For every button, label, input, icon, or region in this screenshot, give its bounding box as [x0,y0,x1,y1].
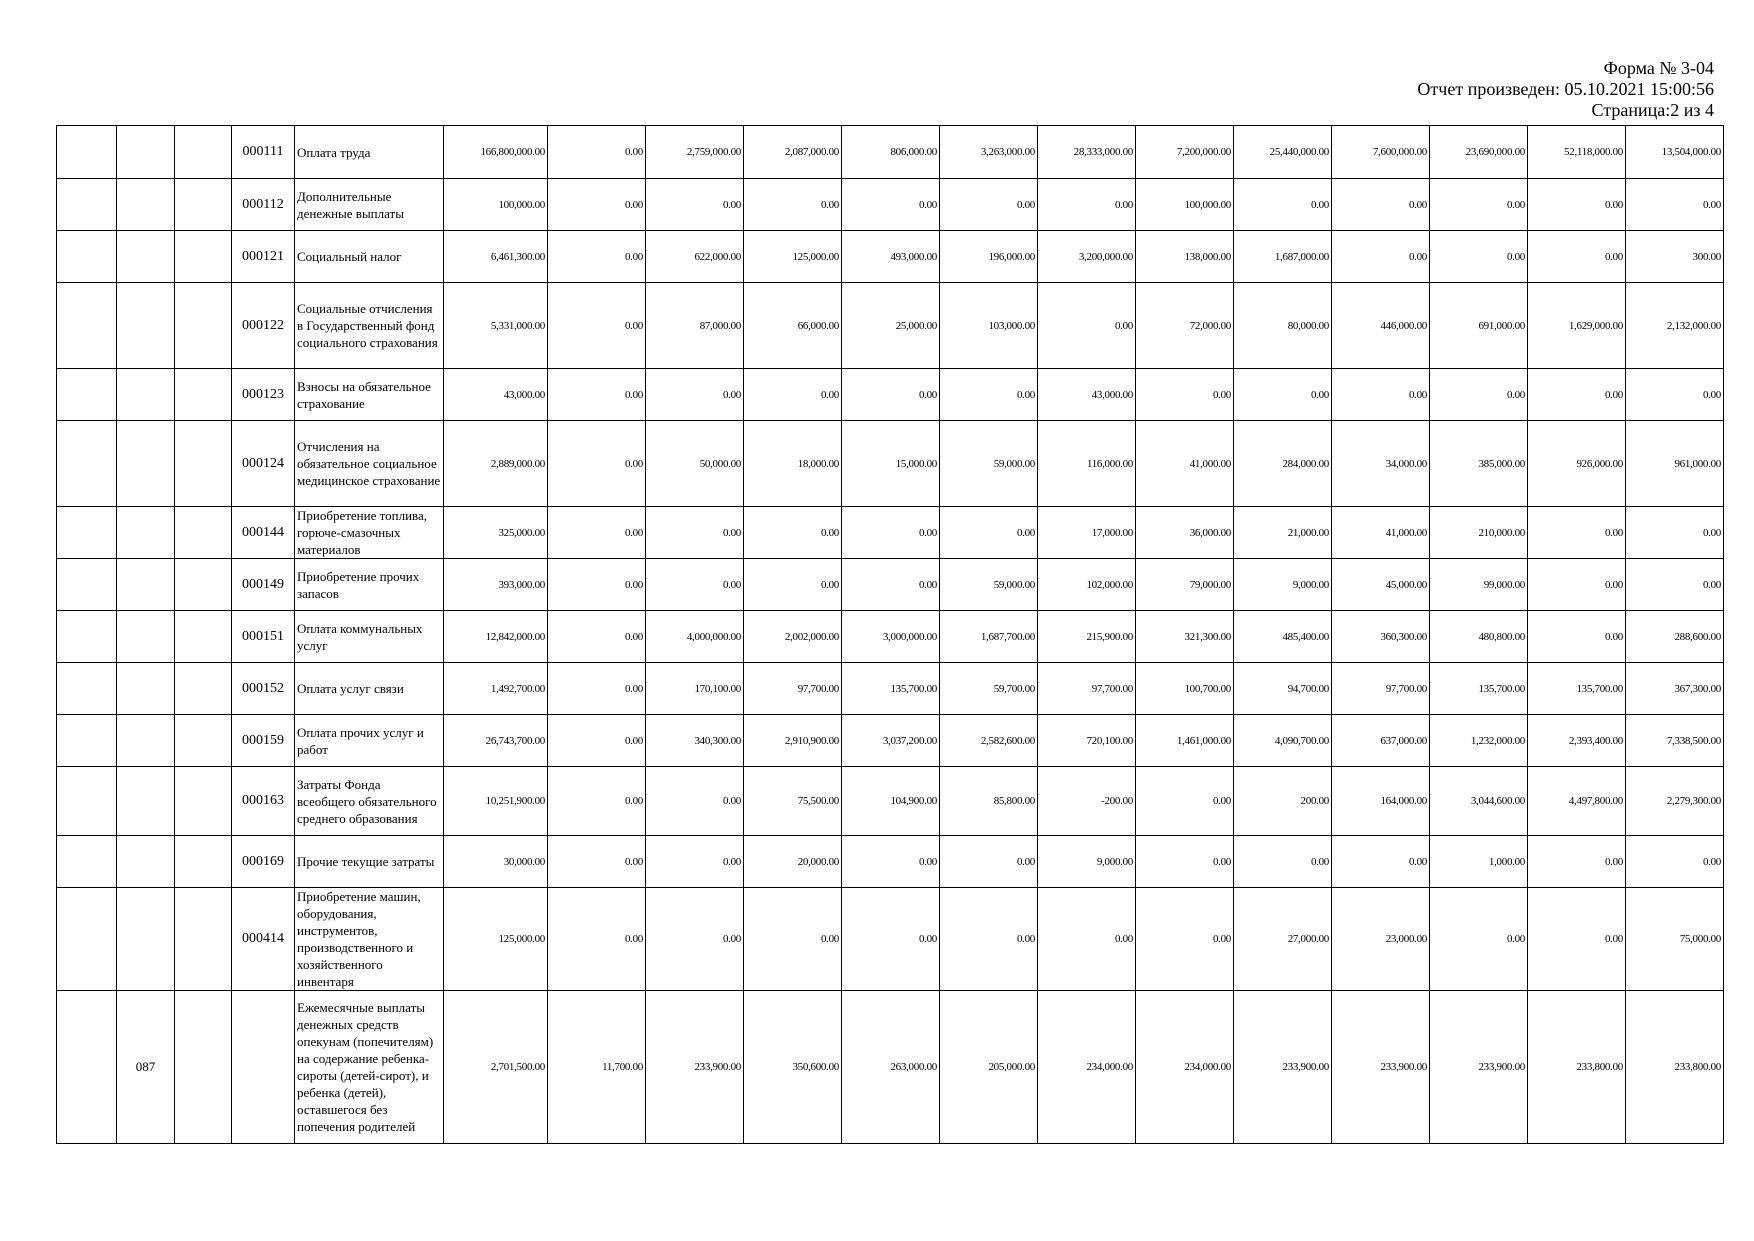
cell-amount: 0.00 [548,283,646,369]
cell-amount: 0.00 [842,179,940,231]
cell-group [57,888,117,991]
cell-amount: 0.00 [940,369,1038,421]
cell-amount: 205,000.00 [940,991,1038,1144]
cell-amount: 50,000.00 [646,421,744,507]
cell-amount: 13,504,000.00 [1626,126,1724,179]
cell-amount: 2,087,000.00 [744,126,842,179]
cell-amount: 97,700.00 [1332,663,1430,715]
cell-item-name: Отчисления на обязательное социальное медицинское страхование [295,421,444,507]
cell-amount: 26,743,700.00 [444,715,548,767]
cell-amount: 233,900.00 [1430,991,1528,1144]
cell-amount: 25,000.00 [842,283,940,369]
table-row [57,767,1724,836]
cell-program-code [117,507,175,559]
cell-amount: 0.00 [1332,231,1430,283]
cell-amount: 170,100.00 [646,663,744,715]
cell-group [57,179,117,231]
cell-specifics-code: 000124 [232,421,295,507]
table-row [57,283,1724,369]
cell-amount: 34,000.00 [1332,421,1430,507]
cell-item-name: Оплата труда [295,126,444,179]
cell-amount: 59,000.00 [940,421,1038,507]
cell-group [57,767,117,836]
cell-amount: 0.00 [842,888,940,991]
cell-amount: 0.00 [744,507,842,559]
cell-amount: 100,000.00 [1136,179,1234,231]
cell-subprogram [175,421,232,507]
cell-amount: 0.00 [744,179,842,231]
cell-specifics-code: 000149 [232,559,295,611]
cell-amount: 0.00 [1528,888,1626,991]
cell-amount: 103,000.00 [940,283,1038,369]
cell-group [57,836,117,888]
cell-amount: 2,910,900.00 [744,715,842,767]
cell-amount: 23,690,000.00 [1430,126,1528,179]
cell-subprogram [175,715,232,767]
cell-amount: 0.00 [548,836,646,888]
cell-specifics-code [232,991,295,1144]
cell-amount: 1,687,700.00 [940,611,1038,663]
form-number: Форма № 3-04 [1603,58,1714,78]
cell-amount: 3,044,600.00 [1430,767,1528,836]
cell-amount: 637,000.00 [1332,715,1430,767]
cell-amount: 0.00 [1332,836,1430,888]
cell-amount: 28,333,000.00 [1038,126,1136,179]
cell-amount: 17,000.00 [1038,507,1136,559]
cell-amount: 215,900.00 [1038,611,1136,663]
cell-amount: 4,000,000.00 [646,611,744,663]
cell-amount: 0.00 [548,421,646,507]
cell-program-code [117,369,175,421]
cell-amount: 104,900.00 [842,767,940,836]
cell-item-name: Оплата услуг связи [295,663,444,715]
cell-amount: 0.00 [646,179,744,231]
cell-amount: 0.00 [1234,836,1332,888]
cell-amount: 10,251,900.00 [444,767,548,836]
cell-amount: 350,600.00 [744,991,842,1144]
cell-program-code [117,559,175,611]
cell-amount: 102,000.00 [1038,559,1136,611]
cell-item-name: Социальный налог [295,231,444,283]
cell-amount: 3,000,000.00 [842,611,940,663]
cell-subprogram [175,559,232,611]
cell-amount: 1,461,000.00 [1136,715,1234,767]
cell-amount: 7,600,000.00 [1332,126,1430,179]
cell-amount: 0.00 [744,369,842,421]
cell-amount: 0.00 [940,179,1038,231]
cell-amount: 0.00 [842,559,940,611]
cell-amount: 0.00 [1038,888,1136,991]
cell-program-code [117,421,175,507]
cell-amount: 0.00 [1626,836,1724,888]
cell-amount: 116,000.00 [1038,421,1136,507]
cell-amount: 4,497,800.00 [1528,767,1626,836]
cell-amount: 20,000.00 [744,836,842,888]
cell-program-code: 087 [117,991,175,1144]
cell-specifics-code: 000123 [232,369,295,421]
cell-amount: 0.00 [1528,836,1626,888]
cell-amount: 3,200,000.00 [1038,231,1136,283]
cell-amount: 94,700.00 [1234,663,1332,715]
cell-amount: 210,000.00 [1430,507,1528,559]
cell-specifics-code: 000414 [232,888,295,991]
cell-specifics-code: 000152 [232,663,295,715]
cell-amount: 85,800.00 [940,767,1038,836]
cell-amount: -200.00 [1038,767,1136,836]
cell-amount: 233,900.00 [646,991,744,1144]
cell-amount: 135,700.00 [1528,663,1626,715]
cell-group [57,126,117,179]
cell-amount: 0.00 [646,767,744,836]
cell-specifics-code: 000151 [232,611,295,663]
cell-amount: 0.00 [1430,231,1528,283]
cell-group [57,991,117,1144]
cell-amount: 0.00 [548,715,646,767]
cell-group [57,611,117,663]
cell-specifics-code: 000159 [232,715,295,767]
cell-amount: 0.00 [1626,179,1724,231]
cell-amount: 0.00 [1234,179,1332,231]
cell-group [57,421,117,507]
cell-amount: 0.00 [646,507,744,559]
cell-amount: 1,000.00 [1430,836,1528,888]
cell-amount: 3,037,200.00 [842,715,940,767]
cell-item-name: Ежемесячные выплаты денежных средств опекунам (попечителям) на содержание ребенка-сироты (детей-сирот), и ребенка (детей), оставшегося без попечения родителей [295,991,444,1144]
cell-subprogram [175,888,232,991]
cell-amount: 0.00 [1528,369,1626,421]
cell-amount: 0.00 [1430,179,1528,231]
cell-amount: 135,700.00 [842,663,940,715]
cell-amount: 100,700.00 [1136,663,1234,715]
cell-amount: 288,600.00 [1626,611,1724,663]
cell-amount: 23,000.00 [1332,888,1430,991]
cell-program-code [117,126,175,179]
cell-amount: 100,000.00 [444,179,548,231]
table-row [57,421,1724,507]
cell-subprogram [175,991,232,1144]
cell-program-code [117,663,175,715]
cell-amount: 2,002,000.00 [744,611,842,663]
cell-amount: 0.00 [1528,611,1626,663]
cell-amount: 0.00 [548,559,646,611]
cell-amount: 0.00 [548,611,646,663]
cell-amount: 43,000.00 [1038,369,1136,421]
cell-amount: 200.00 [1234,767,1332,836]
cell-amount: 0.00 [1038,179,1136,231]
cell-subprogram [175,283,232,369]
cell-subprogram [175,369,232,421]
cell-amount: 2,701,500.00 [444,991,548,1144]
cell-program-code [117,283,175,369]
cell-amount: 15,000.00 [842,421,940,507]
cell-amount: 0.00 [1626,507,1724,559]
cell-amount: 125,000.00 [444,888,548,991]
cell-amount: 325,000.00 [444,507,548,559]
cell-amount: 263,000.00 [842,991,940,1144]
cell-amount: 806,000.00 [842,126,940,179]
cell-item-name: Оплата прочих услуг и работ [295,715,444,767]
cell-amount: 234,000.00 [1136,991,1234,1144]
cell-amount: 18,000.00 [744,421,842,507]
cell-program-code [117,767,175,836]
cell-amount: 233,900.00 [1234,991,1332,1144]
cell-amount: 75,500.00 [744,767,842,836]
cell-amount: 0.00 [1528,559,1626,611]
cell-amount: 0.00 [1528,507,1626,559]
cell-program-code [117,715,175,767]
page-indicator: Страница:2 из 4 [1591,100,1714,120]
cell-amount: 0.00 [744,888,842,991]
cell-amount: 2,582,600.00 [940,715,1038,767]
cell-amount: 1,232,000.00 [1430,715,1528,767]
cell-item-name: Приобретение топлива, горюче-смазочных материалов [295,507,444,559]
cell-amount: 0.00 [548,179,646,231]
table-row [57,836,1724,888]
cell-amount: 321,300.00 [1136,611,1234,663]
cell-amount: 0.00 [1234,369,1332,421]
table-row [57,663,1724,715]
cell-amount: 138,000.00 [1136,231,1234,283]
cell-amount: 75,000.00 [1626,888,1724,991]
cell-amount: 2,279,300.00 [1626,767,1724,836]
cell-amount: 7,200,000.00 [1136,126,1234,179]
table-row [57,888,1724,991]
cell-amount: 0.00 [940,888,1038,991]
cell-amount: 25,440,000.00 [1234,126,1332,179]
cell-subprogram [175,231,232,283]
cell-amount: 7,338,500.00 [1626,715,1724,767]
cell-amount: 59,700.00 [940,663,1038,715]
cell-amount: 2,889,000.00 [444,421,548,507]
cell-amount: 99,000.00 [1430,559,1528,611]
table-row [57,179,1724,231]
cell-amount: 2,393,400.00 [1528,715,1626,767]
cell-amount: 961,000.00 [1626,421,1724,507]
cell-amount: 480,800.00 [1430,611,1528,663]
cell-amount: 0.00 [548,369,646,421]
cell-amount: 164,000.00 [1332,767,1430,836]
cell-amount: 2,759,000.00 [646,126,744,179]
cell-item-name: Оплата коммунальных услуг [295,611,444,663]
cell-amount: 0.00 [548,888,646,991]
cell-specifics-code: 000169 [232,836,295,888]
cell-amount: 43,000.00 [444,369,548,421]
cell-amount: 0.00 [1136,888,1234,991]
report-date: Отчет произведен: 05.10.2021 15:00:56 [1417,79,1714,99]
cell-amount: 0.00 [842,369,940,421]
table-row [57,715,1724,767]
cell-subprogram [175,126,232,179]
cell-group [57,283,117,369]
cell-amount: 0.00 [1528,231,1626,283]
cell-amount: 0.00 [842,507,940,559]
cell-amount: 0.00 [842,836,940,888]
cell-group [57,559,117,611]
cell-item-name: Приобретение машин, оборудования, инструментов, производственного и хозяйственного инвентаря [295,888,444,991]
cell-amount: 9,000.00 [1234,559,1332,611]
cell-amount: 0.00 [646,836,744,888]
table-row [57,507,1724,559]
cell-amount: 79,000.00 [1136,559,1234,611]
cell-subprogram [175,767,232,836]
cell-amount: 622,000.00 [646,231,744,283]
cell-amount: 80,000.00 [1234,283,1332,369]
cell-program-code [117,611,175,663]
cell-amount: 233,800.00 [1528,991,1626,1144]
cell-group [57,369,117,421]
cell-amount: 11,700.00 [548,991,646,1144]
cell-amount: 9,000.00 [1038,836,1136,888]
cell-specifics-code: 000111 [232,126,295,179]
cell-amount: 45,000.00 [1332,559,1430,611]
cell-amount: 41,000.00 [1332,507,1430,559]
cell-amount: 0.00 [1528,179,1626,231]
cell-amount: 30,000.00 [444,836,548,888]
cell-amount: 0.00 [646,559,744,611]
cell-group [57,663,117,715]
cell-amount: 393,000.00 [444,559,548,611]
cell-program-code [117,179,175,231]
cell-item-name: Приобретение прочих запасов [295,559,444,611]
cell-amount: 0.00 [1430,888,1528,991]
cell-amount: 233,900.00 [1332,991,1430,1144]
cell-item-name: Дополнительные денежные выплаты [295,179,444,231]
cell-item-name: Взносы на обязательное страхование [295,369,444,421]
cell-amount: 0.00 [548,231,646,283]
cell-amount: 2,132,000.00 [1626,283,1724,369]
cell-amount: 1,629,000.00 [1528,283,1626,369]
cell-amount: 367,300.00 [1626,663,1724,715]
cell-amount: 0.00 [940,836,1038,888]
budget-table [56,125,1724,1144]
cell-group [57,231,117,283]
table-row [57,369,1724,421]
cell-amount: 234,000.00 [1038,991,1136,1144]
cell-amount: 0.00 [1626,369,1724,421]
cell-amount: 720,100.00 [1038,715,1136,767]
cell-amount: 0.00 [1038,283,1136,369]
cell-amount: 0.00 [940,507,1038,559]
table-row [57,991,1724,1144]
cell-item-name: Затраты Фонда всеобщего обязательного среднего образования [295,767,444,836]
cell-program-code [117,888,175,991]
cell-amount: 0.00 [1136,369,1234,421]
cell-program-code [117,836,175,888]
cell-amount: 6,461,300.00 [444,231,548,283]
cell-amount: 135,700.00 [1430,663,1528,715]
cell-amount: 0.00 [1136,767,1234,836]
cell-amount: 72,000.00 [1136,283,1234,369]
cell-amount: 926,000.00 [1528,421,1626,507]
cell-amount: 284,000.00 [1234,421,1332,507]
cell-amount: 3,263,000.00 [940,126,1038,179]
cell-amount: 0.00 [548,663,646,715]
cell-amount: 0.00 [646,369,744,421]
cell-subprogram [175,836,232,888]
cell-specifics-code: 000112 [232,179,295,231]
cell-program-code [117,231,175,283]
cell-amount: 0.00 [548,507,646,559]
cell-amount: 27,000.00 [1234,888,1332,991]
cell-amount: 0.00 [1430,369,1528,421]
cell-amount: 0.00 [548,126,646,179]
cell-amount: 233,800.00 [1626,991,1724,1144]
cell-amount: 360,300.00 [1332,611,1430,663]
cell-amount: 4,090,700.00 [1234,715,1332,767]
cell-amount: 87,000.00 [646,283,744,369]
cell-amount: 21,000.00 [1234,507,1332,559]
cell-amount: 0.00 [646,888,744,991]
cell-amount: 691,000.00 [1430,283,1528,369]
cell-amount: 385,000.00 [1430,421,1528,507]
cell-specifics-code: 000163 [232,767,295,836]
cell-amount: 0.00 [1332,369,1430,421]
cell-amount: 97,700.00 [1038,663,1136,715]
cell-amount: 59,000.00 [940,559,1038,611]
cell-amount: 5,331,000.00 [444,283,548,369]
cell-amount: 125,000.00 [744,231,842,283]
cell-amount: 0.00 [1136,836,1234,888]
cell-group [57,507,117,559]
report-header [1417,58,1714,121]
cell-item-name: Прочие текущие затраты [295,836,444,888]
cell-amount: 0.00 [548,767,646,836]
cell-amount: 493,000.00 [842,231,940,283]
cell-specifics-code: 000144 [232,507,295,559]
table-row [57,231,1724,283]
cell-amount: 36,000.00 [1136,507,1234,559]
cell-amount: 41,000.00 [1136,421,1234,507]
cell-specifics-code: 000121 [232,231,295,283]
cell-amount: 52,118,000.00 [1528,126,1626,179]
cell-subprogram [175,663,232,715]
cell-amount: 196,000.00 [940,231,1038,283]
table-row [57,126,1724,179]
cell-amount: 97,700.00 [744,663,842,715]
cell-amount: 0.00 [1332,179,1430,231]
table-row [57,611,1724,663]
cell-specifics-code: 000122 [232,283,295,369]
cell-subprogram [175,507,232,559]
cell-amount: 1,687,000.00 [1234,231,1332,283]
cell-amount: 166,800,000.00 [444,126,548,179]
cell-amount: 485,400.00 [1234,611,1332,663]
cell-amount: 300.00 [1626,231,1724,283]
cell-amount: 340,300.00 [646,715,744,767]
cell-amount: 66,000.00 [744,283,842,369]
cell-group [57,715,117,767]
cell-amount: 446,000.00 [1332,283,1430,369]
cell-item-name: Социальные отчисления в Государственный фонд социального страхования [295,283,444,369]
table-row [57,559,1724,611]
cell-subprogram [175,611,232,663]
cell-subprogram [175,179,232,231]
cell-amount: 1,492,700.00 [444,663,548,715]
cell-amount: 12,842,000.00 [444,611,548,663]
cell-amount: 0.00 [1626,559,1724,611]
cell-amount: 0.00 [744,559,842,611]
